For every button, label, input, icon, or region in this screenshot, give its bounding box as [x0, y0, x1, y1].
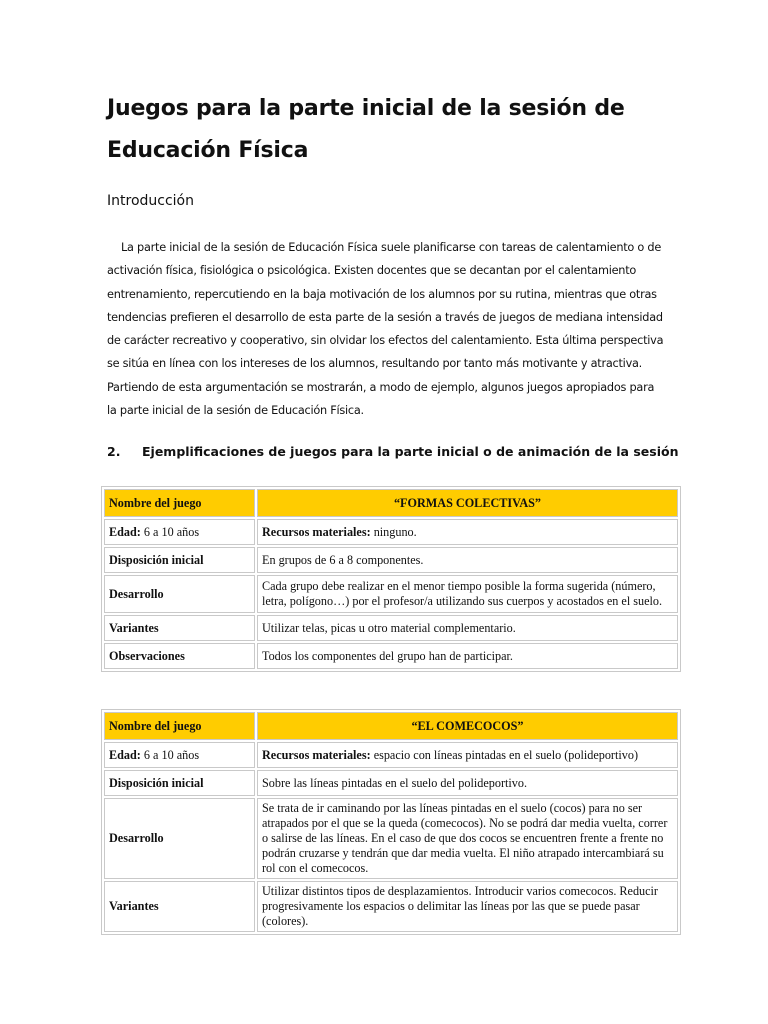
document-title: Juegos para la parte inicial de la sesión de Educación Física: [107, 96, 625, 163]
disposition-value: Sobre las líneas pintadas en el suelo del polideportivo.: [257, 770, 678, 796]
age-cell: [104, 519, 255, 545]
development-label: Desarrollo: [104, 575, 255, 613]
variants-value: Utilizar distintos tipos de desplazamientos. Introducir varios comecocos. Reducir progresivamente los espacios o delimitar las líneas por las que se puede pasar (colores).: [257, 881, 678, 932]
resources-cell: [257, 519, 678, 545]
table-row: [104, 575, 678, 613]
age-label: Edad:: [109, 524, 141, 539]
section-title: Ejemplificaciones de juegos para la parte inicial o de animación de la sesión: [142, 444, 679, 459]
table-row: [104, 519, 678, 545]
intro-heading: Introducción: [107, 193, 194, 209]
table-row: [104, 547, 678, 573]
resources-value: ninguno.: [373, 524, 417, 539]
table-header-row: [104, 489, 678, 517]
variants-label: Variantes: [104, 881, 255, 932]
table-row: [104, 615, 678, 641]
development-value: Se trata de ir caminando por las líneas pintadas en el suelo (cocos) para no ser atrapados por el que se la queda (comecocos). No se podrá dar media vuelta, correr o salirse de las líneas. En el caso de que dos cocos se encuentren frente a frente no podrán cruzarse y tendrán que dar media vuelta. El niño atrapado intercambiará su rol con el comecocos.: [257, 798, 678, 879]
game-table-el-comecocos: [101, 709, 681, 935]
header-label-cell: Nombre del juego: [104, 489, 255, 517]
resources-value: espacio con líneas pintadas en el suelo (polideportivo): [373, 747, 639, 762]
table-row: [104, 798, 678, 879]
variants-label: Variantes: [104, 615, 255, 641]
disposition-label: Disposición inicial: [104, 770, 255, 796]
resources-cell: [257, 742, 678, 768]
disposition-label: Disposición inicial: [104, 547, 255, 573]
table-row: [104, 770, 678, 796]
table-row: [104, 881, 678, 932]
header-label-cell: Nombre del juego: [104, 712, 255, 740]
resources-label: Recursos materiales:: [262, 524, 371, 539]
observations-label: Observaciones: [104, 643, 255, 669]
game-table-formas-colectivas: [101, 486, 681, 672]
age-value: 6 a 10 años: [143, 524, 200, 539]
game-name-cell: “FORMAS COLECTIVAS”: [257, 489, 678, 517]
age-value: 6 a 10 años: [143, 747, 200, 762]
age-label: Edad:: [109, 747, 141, 762]
intro-paragraph: La parte inicial de la sesión de Educación Física suele planificarse con tareas de calentamiento o de activación física, fisiológica o psicológica. Existen docentes que se decantan por el calentamiento entrenamiento, repercutiendo en la baja motivación de los alumnos por su rutina, mientras que otras tendencias prefieren el desarrollo de esta parte de la sesión a través de juegos de mediana intensidad de carácter recreativo y cooperativo, sin olvidar los efectos del calentamiento. Esta última perspectiva se sitúa en línea con los intereses de los alumnos, resultando por tanto más motivante y atractiva. Partiendo de esta argumentación se mostrarán, a modo de ejemplo, algunos juegos apropiados para la parte inicial de la sesión de Educación Física.: [107, 241, 664, 418]
age-cell: [104, 742, 255, 768]
variants-value: Utilizar telas, picas u otro material complementario.: [257, 615, 678, 641]
table-header-row: [104, 712, 678, 740]
section-heading: [107, 444, 678, 459]
section-number: 2.: [107, 444, 121, 459]
game-name-cell: “EL COMECOCOS”: [257, 712, 678, 740]
table-row: [104, 742, 678, 768]
resources-label: Recursos materiales:: [262, 747, 371, 762]
observations-value: Todos los componentes del grupo han de participar.: [257, 643, 678, 669]
development-label: Desarrollo: [104, 798, 255, 879]
table-row: [104, 643, 678, 669]
disposition-value: En grupos de 6 a 8 componentes.: [257, 547, 678, 573]
development-value: Cada grupo debe realizar en el menor tiempo posible la forma sugerida (número, letra, polígono…) por el profesor/a utilizando sus cuerpos y acostados en el suelo.: [257, 575, 678, 613]
